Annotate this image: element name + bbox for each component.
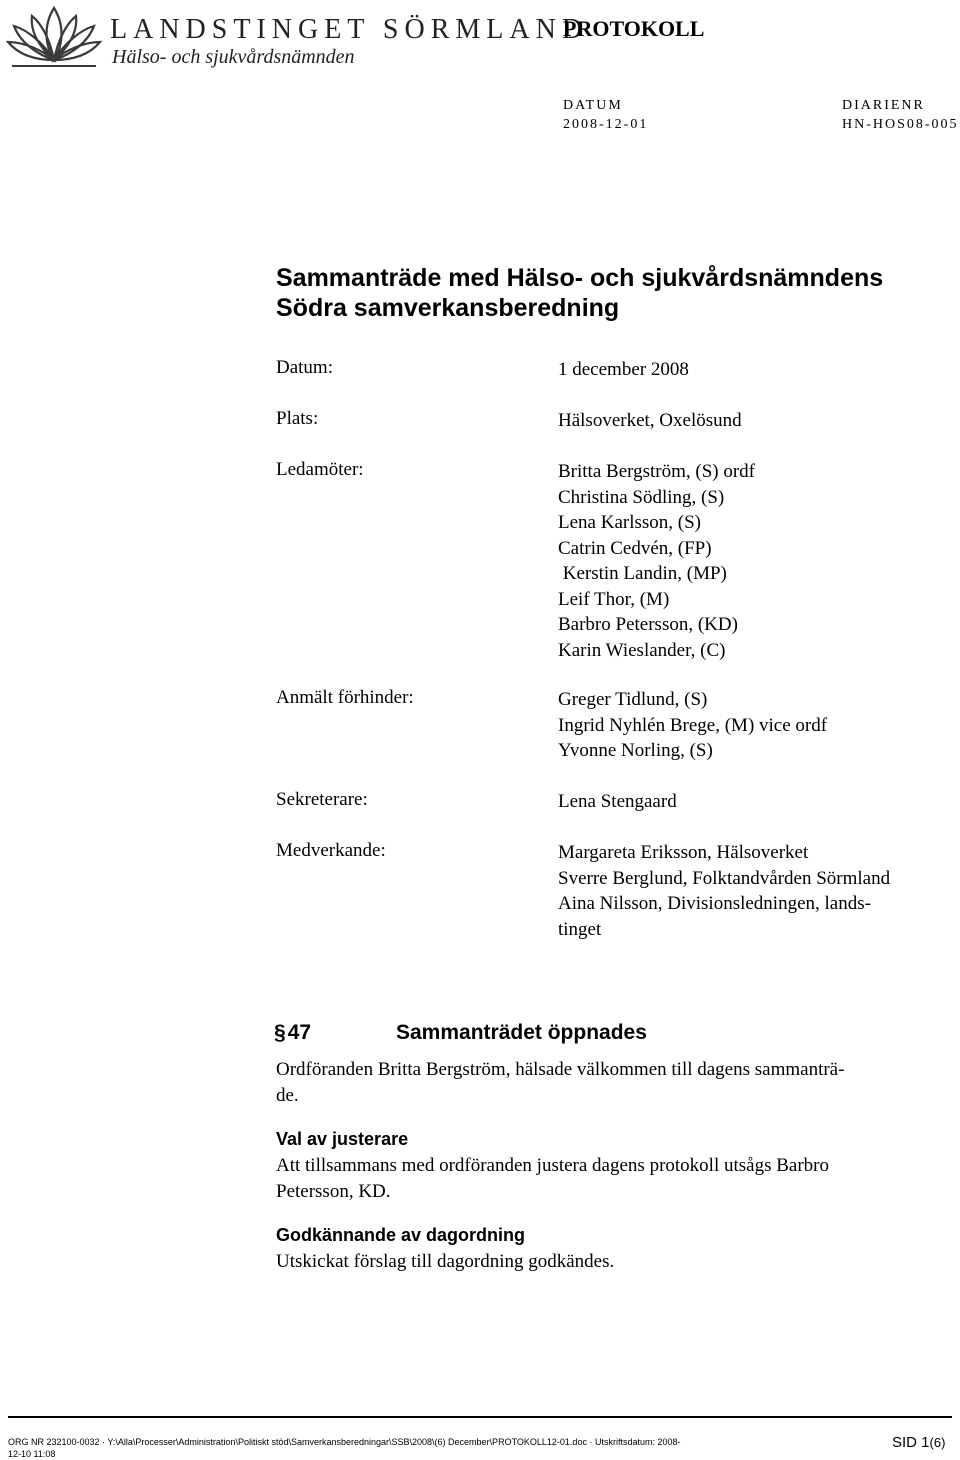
footer-info bbox=[8, 1436, 708, 1460]
landstinget-logo bbox=[4, 2, 589, 72]
ledamoter-label: Ledamöter: bbox=[276, 459, 364, 480]
list-item: Christina Södling, (S) bbox=[558, 486, 725, 508]
dagordning-paragraph: Utskickat förslag till dagordning godkändes. bbox=[276, 1251, 615, 1272]
forhinder-label: Anmält förhinder: bbox=[276, 687, 414, 708]
plats-label: Plats: bbox=[276, 408, 319, 429]
lotus-logo-icon bbox=[4, 2, 104, 72]
datum-value: 1 december 2008 bbox=[558, 359, 689, 380]
list-item: Barbro Petersson, (KD) bbox=[558, 614, 738, 635]
ledamoter-list bbox=[558, 459, 953, 663]
document-type: PROTOKOLL bbox=[563, 16, 705, 41]
footer-divider bbox=[8, 1416, 952, 1418]
title-line-2: Södra samverkansberedning bbox=[276, 294, 620, 322]
section-paragraph bbox=[276, 1057, 956, 1108]
section-title: Sammanträdet öppnades bbox=[396, 1021, 647, 1044]
paragraph-line: de. bbox=[276, 1084, 299, 1106]
date-value: 2008-12-01 bbox=[563, 117, 649, 132]
paragraph-line: Ordföranden Britta Bergström, hälsade välkommen till dagens sammanträ- bbox=[276, 1059, 845, 1080]
date-label: DATUM bbox=[563, 98, 623, 113]
list-item: Lena Karlsson, (S) bbox=[558, 512, 701, 533]
subheading-dagordning: Godkännande av dagordning bbox=[276, 1225, 526, 1245]
page-current: SID 1 bbox=[892, 1434, 930, 1451]
logo-org-name: LANDSTINGET SÖRMLAND bbox=[110, 14, 589, 45]
section-number: 47 bbox=[287, 1021, 312, 1044]
plats-value: Hälsoverket, Oxelösund bbox=[558, 410, 742, 431]
forhinder-list bbox=[558, 687, 953, 764]
medverkande-list bbox=[558, 840, 953, 942]
list-item: Yvonne Norling, (S) bbox=[558, 740, 713, 761]
subheading-justerare: Val av justerare bbox=[276, 1129, 409, 1149]
list-item: Margareta Eriksson, Hälsoverket bbox=[558, 842, 809, 863]
diarienr-label: DIARIENR bbox=[842, 98, 925, 113]
list-item: Sverre Berglund, Folktandvården Sörmland bbox=[558, 867, 891, 889]
page-total: (6) bbox=[929, 1435, 946, 1450]
paragraph-line: Att tillsammans med ordföranden justera dagens protokoll utsågs Barbro bbox=[276, 1155, 829, 1176]
list-item: tinget bbox=[558, 918, 602, 940]
list-item: Leif Thor, (M) bbox=[558, 588, 670, 610]
footer-line-2: 12-10 11:08 bbox=[8, 1449, 56, 1459]
list-item: Britta Bergström, (S) ordf bbox=[558, 461, 756, 482]
sekreterare-value: Lena Stengaard bbox=[558, 791, 677, 812]
list-item: Catrin Cedvén, (FP) bbox=[558, 537, 712, 559]
section-heading bbox=[274, 1021, 647, 1045]
logo-unit-name: Hälso- och sjukvårdsnämnden bbox=[112, 46, 355, 68]
paragraph-symbol: § bbox=[274, 1021, 286, 1044]
diarienr-value: HN-HOS08-005 bbox=[842, 117, 959, 132]
medverkande-label: Medverkande: bbox=[276, 840, 386, 861]
list-item: Aina Nilsson, Divisionsledningen, lands- bbox=[558, 893, 871, 914]
list-item: Ingrid Nyhlén Brege, (M) vice ordf bbox=[558, 714, 828, 736]
list-item: Greger Tidlund, (S) bbox=[558, 689, 708, 710]
page-title bbox=[276, 263, 883, 323]
paragraph-line: Petersson, KD. bbox=[276, 1180, 391, 1202]
page-number bbox=[892, 1434, 945, 1451]
title-line-1: Sammanträde med Hälso- och sjukvårdsnämndens bbox=[276, 264, 884, 292]
datum-label: Datum: bbox=[276, 357, 333, 378]
list-item: Kerstin Landin, (MP) bbox=[558, 563, 727, 584]
sekreterare-label: Sekreterare: bbox=[276, 789, 368, 810]
justerare-paragraph bbox=[276, 1153, 956, 1204]
list-item: Karin Wieslander, (C) bbox=[558, 639, 726, 661]
footer-line-1: ORG NR 232100-0032 · Y:\Alla\Processer\Administration\Politiskt stöd\Samverkansberedningar\SSB\2008\(6) December\PROTOKOLL12-01.doc · Utskriftsdatum: 2008- bbox=[8, 1437, 681, 1447]
